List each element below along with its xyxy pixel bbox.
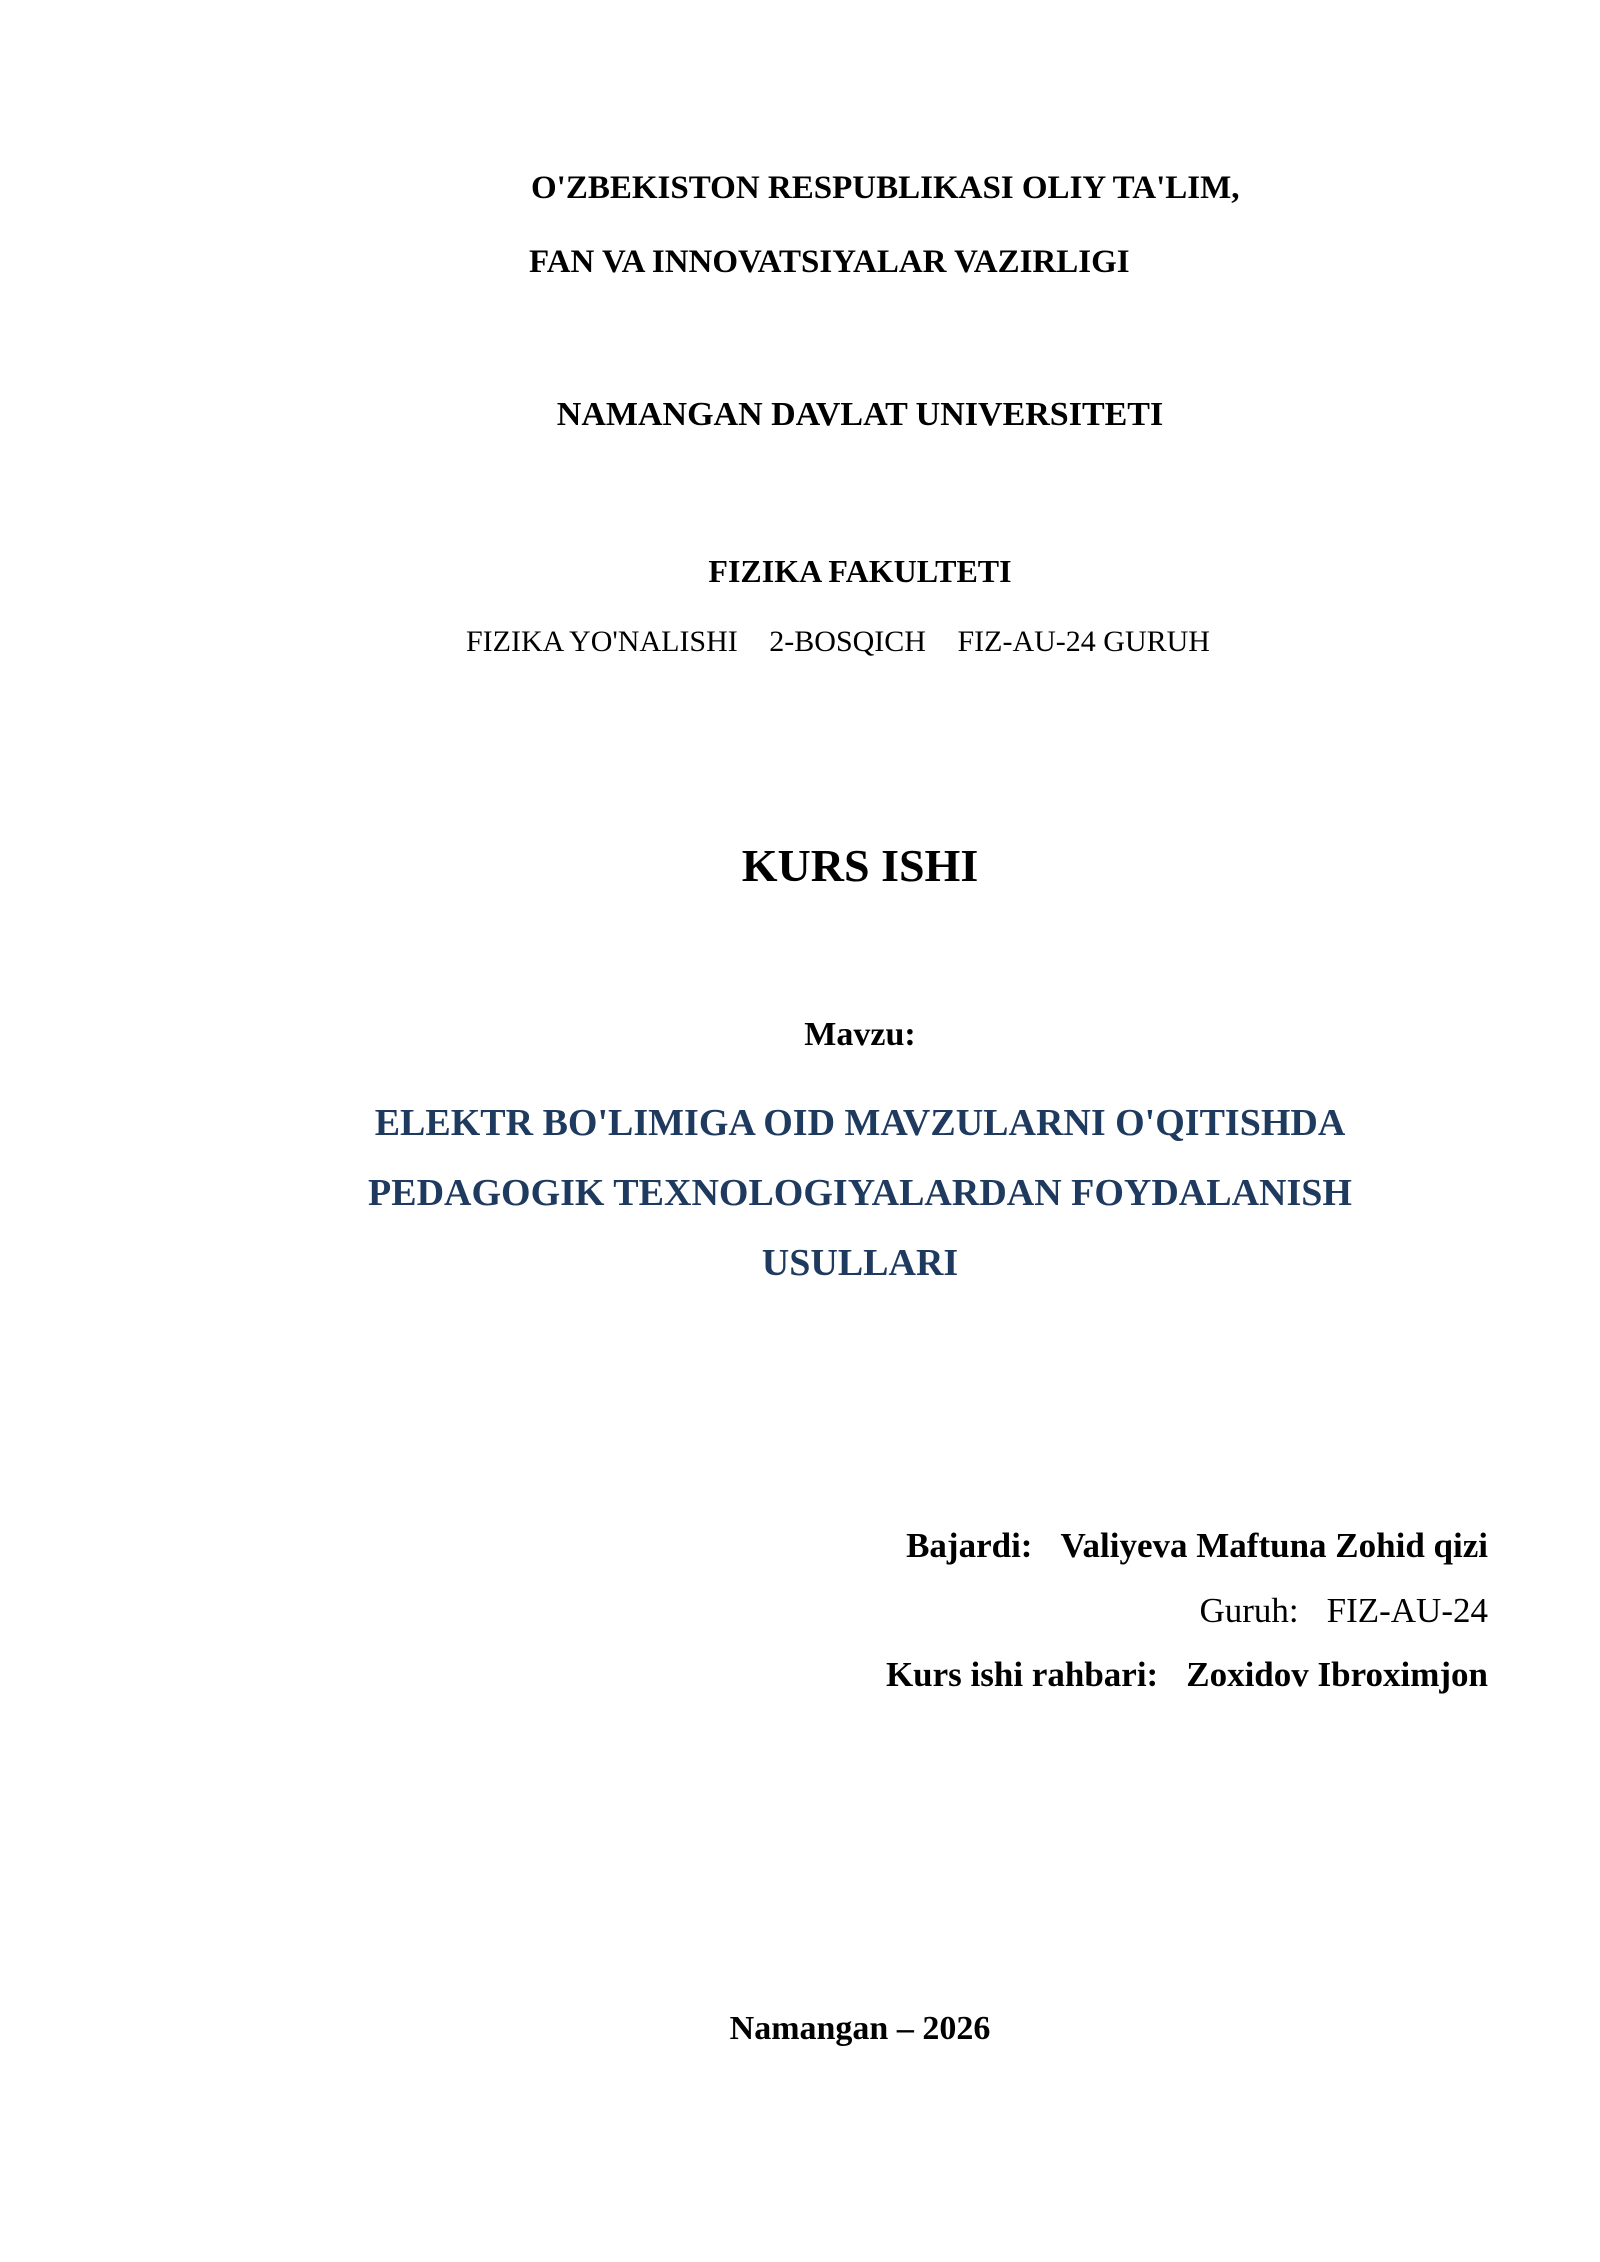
topic-title: [300, 1088, 1420, 1298]
ministry-title-line-2: FAN VA INNOVATSIYALAR VAZIRLIGI: [529, 244, 1130, 280]
supervisor-row: [886, 1657, 1488, 1692]
performer-label: Bajardi:: [906, 1526, 1033, 1565]
program-group: FIZ-AU-24 GURUH: [957, 625, 1210, 658]
document-type-heading: KURS ISHI: [741, 840, 979, 891]
group-label: Guruh:: [1199, 1591, 1299, 1630]
faculty-name: FIZIKA FAKULTETI: [708, 553, 1012, 589]
topic-title-line-3: USULLARI: [761, 1242, 959, 1284]
program-direction: FIZIKA YO'NALISHI: [466, 625, 738, 658]
ministry-title-line-1: O'ZBEKISTON RESPUBLIKASI OLIY TA'LIM,: [531, 170, 1240, 206]
university-name: NAMANGAN DAVLAT UNIVERSITETI: [556, 396, 1164, 433]
group-value: FIZ-AU-24: [1326, 1591, 1488, 1630]
topic-label: Mavzu:: [804, 1016, 916, 1053]
place-and-year: Namangan – 2026: [729, 2010, 991, 2047]
group-row: [1199, 1593, 1488, 1628]
topic-title-line-1: ELEKTR BO'LIMIGA OID MAVZULARNI O'QITISHDA: [374, 1102, 1346, 1144]
supervisor-label: Kurs ishi rahbari:: [885, 1655, 1159, 1694]
topic-title-line-2: PEDAGOGIK TEXNOLOGIYALARDAN FOYDALANISH: [368, 1172, 1352, 1214]
performer-name: Valiyeva Maftuna Zohid qizi: [1060, 1526, 1488, 1565]
supervisor-name: Zoxidov Ibroximjon: [1186, 1655, 1488, 1694]
performer-row: [906, 1528, 1488, 1563]
program-info: [466, 627, 1210, 657]
program-stage: 2-BOSQICH: [769, 625, 926, 658]
